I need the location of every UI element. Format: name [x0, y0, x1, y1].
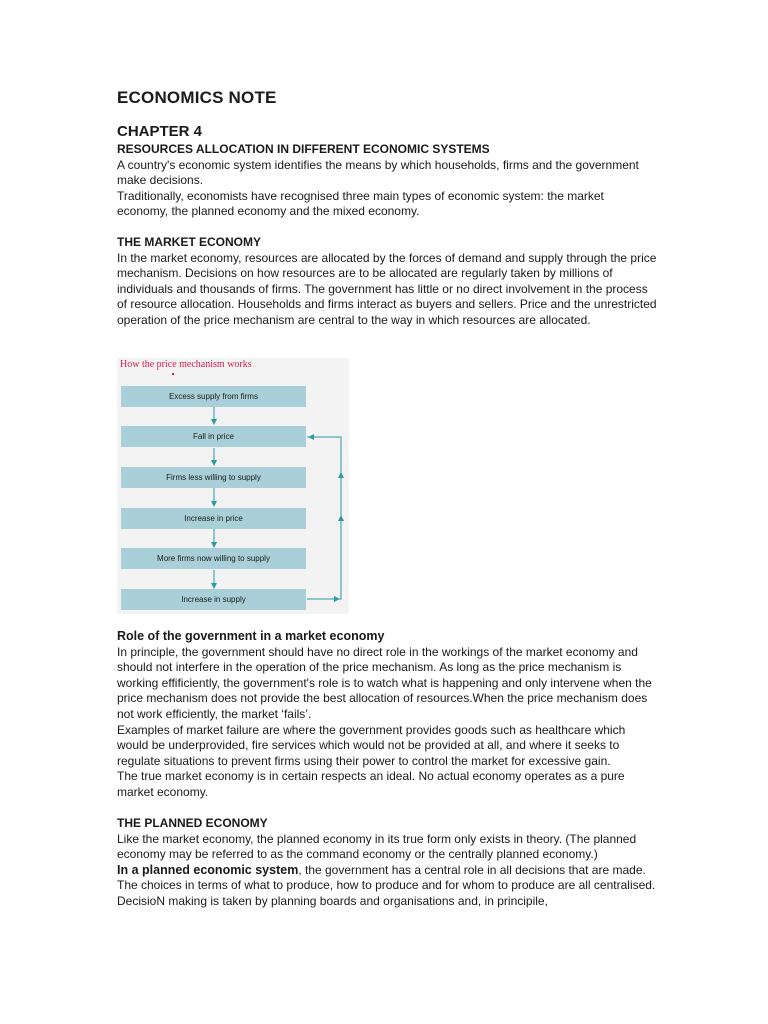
planned-paragraph-2-bold: In a planned economic system	[117, 862, 299, 877]
planned-economy-heading: THE PLANNED ECONOMY	[117, 816, 268, 830]
role-paragraph-3: The true market economy is in certain respects an ideal. No actual economy operates as a pure market economy.	[117, 769, 625, 799]
chapter-heading: CHAPTER 4	[117, 123, 203, 140]
planned-economy-block	[117, 816, 657, 910]
price-mechanism-figure	[117, 358, 349, 614]
intro-paragraph-2: Traditionally, economists have recognised three main types of economic system: the market economy, the planned economy and the mixed economy.	[117, 188, 604, 219]
flow-step-5: More firms now willing to supply	[121, 548, 306, 569]
figure-caption: How the price mechanism works	[120, 359, 252, 370]
market-economy-heading: THE MARKET ECONOMY	[117, 235, 261, 249]
planned-paragraph-2-rest: , the government has a central role in all decisions that are made. The choices in terms of what to produce, how to produce and for whom to produce are all centralised. DecisioN making is taken by planning boards and organisations and, in principile,	[117, 862, 656, 908]
intro-paragraph-1: A country's economic system identifies the means by which households, firms and the government make decisions.	[117, 157, 639, 188]
flow-step-3: Firms less willing to supply	[121, 467, 306, 488]
document-title: ECONOMICS NOTE	[117, 88, 277, 107]
role-paragraph-1: In principle, the government should have no direct role in the workings of the market economy and should not interfere in the operation of the price mechanism. As long as the price mechanism is working effificiently, the government's role is to watch what is happening and only intervene when the price mechanism does not provide the best allocation of resources.When the price mechanism does not work efficiently, the market ‘fails’.	[117, 644, 652, 721]
intro-block	[117, 142, 657, 220]
flow-step-4: Increase in price	[121, 508, 306, 529]
flow-step-6: Increase in supply	[121, 589, 306, 610]
role-of-government-heading: Role of the government in a market economy	[117, 629, 385, 643]
flow-step-2: Fall in price	[121, 426, 306, 447]
role-of-government-block	[117, 629, 657, 801]
feedback-loop-line	[307, 437, 341, 599]
role-paragraph-2: Examples of market failure are where the government provides goods such as healthcare which would be underprovided, fire services which would not be provided at all, and where it seeks to regulate situations to prevent firms using their power to control the market for excessive gain.	[117, 722, 626, 768]
market-economy-paragraph: In the market economy, resources are allocated by the forces of demand and supply through the price mechanism. Decisions on how resources are to be allocated are regularly taken by millions of individuals and thousands of firms. The government has little or no direct involvement in the process of resource allocation. Households and firms interact as buyers and sellers. Price and the unrestricted operation of the price mechanism are central to the way in which resources are allocated.	[117, 250, 657, 327]
planned-paragraph-2	[117, 863, 657, 910]
market-economy-block	[117, 235, 657, 329]
flow-step-1: Excess supply from firms	[121, 386, 306, 407]
planned-paragraph-1: Like the market economy, the planned economy in its true form only exists in theory. (The planned economy may be referred to as the command economy or the centrally planned economy.)	[117, 831, 637, 862]
section-title: RESOURCES ALLOCATION IN DIFFERENT ECONOMIC SYSTEMS	[117, 142, 490, 156]
